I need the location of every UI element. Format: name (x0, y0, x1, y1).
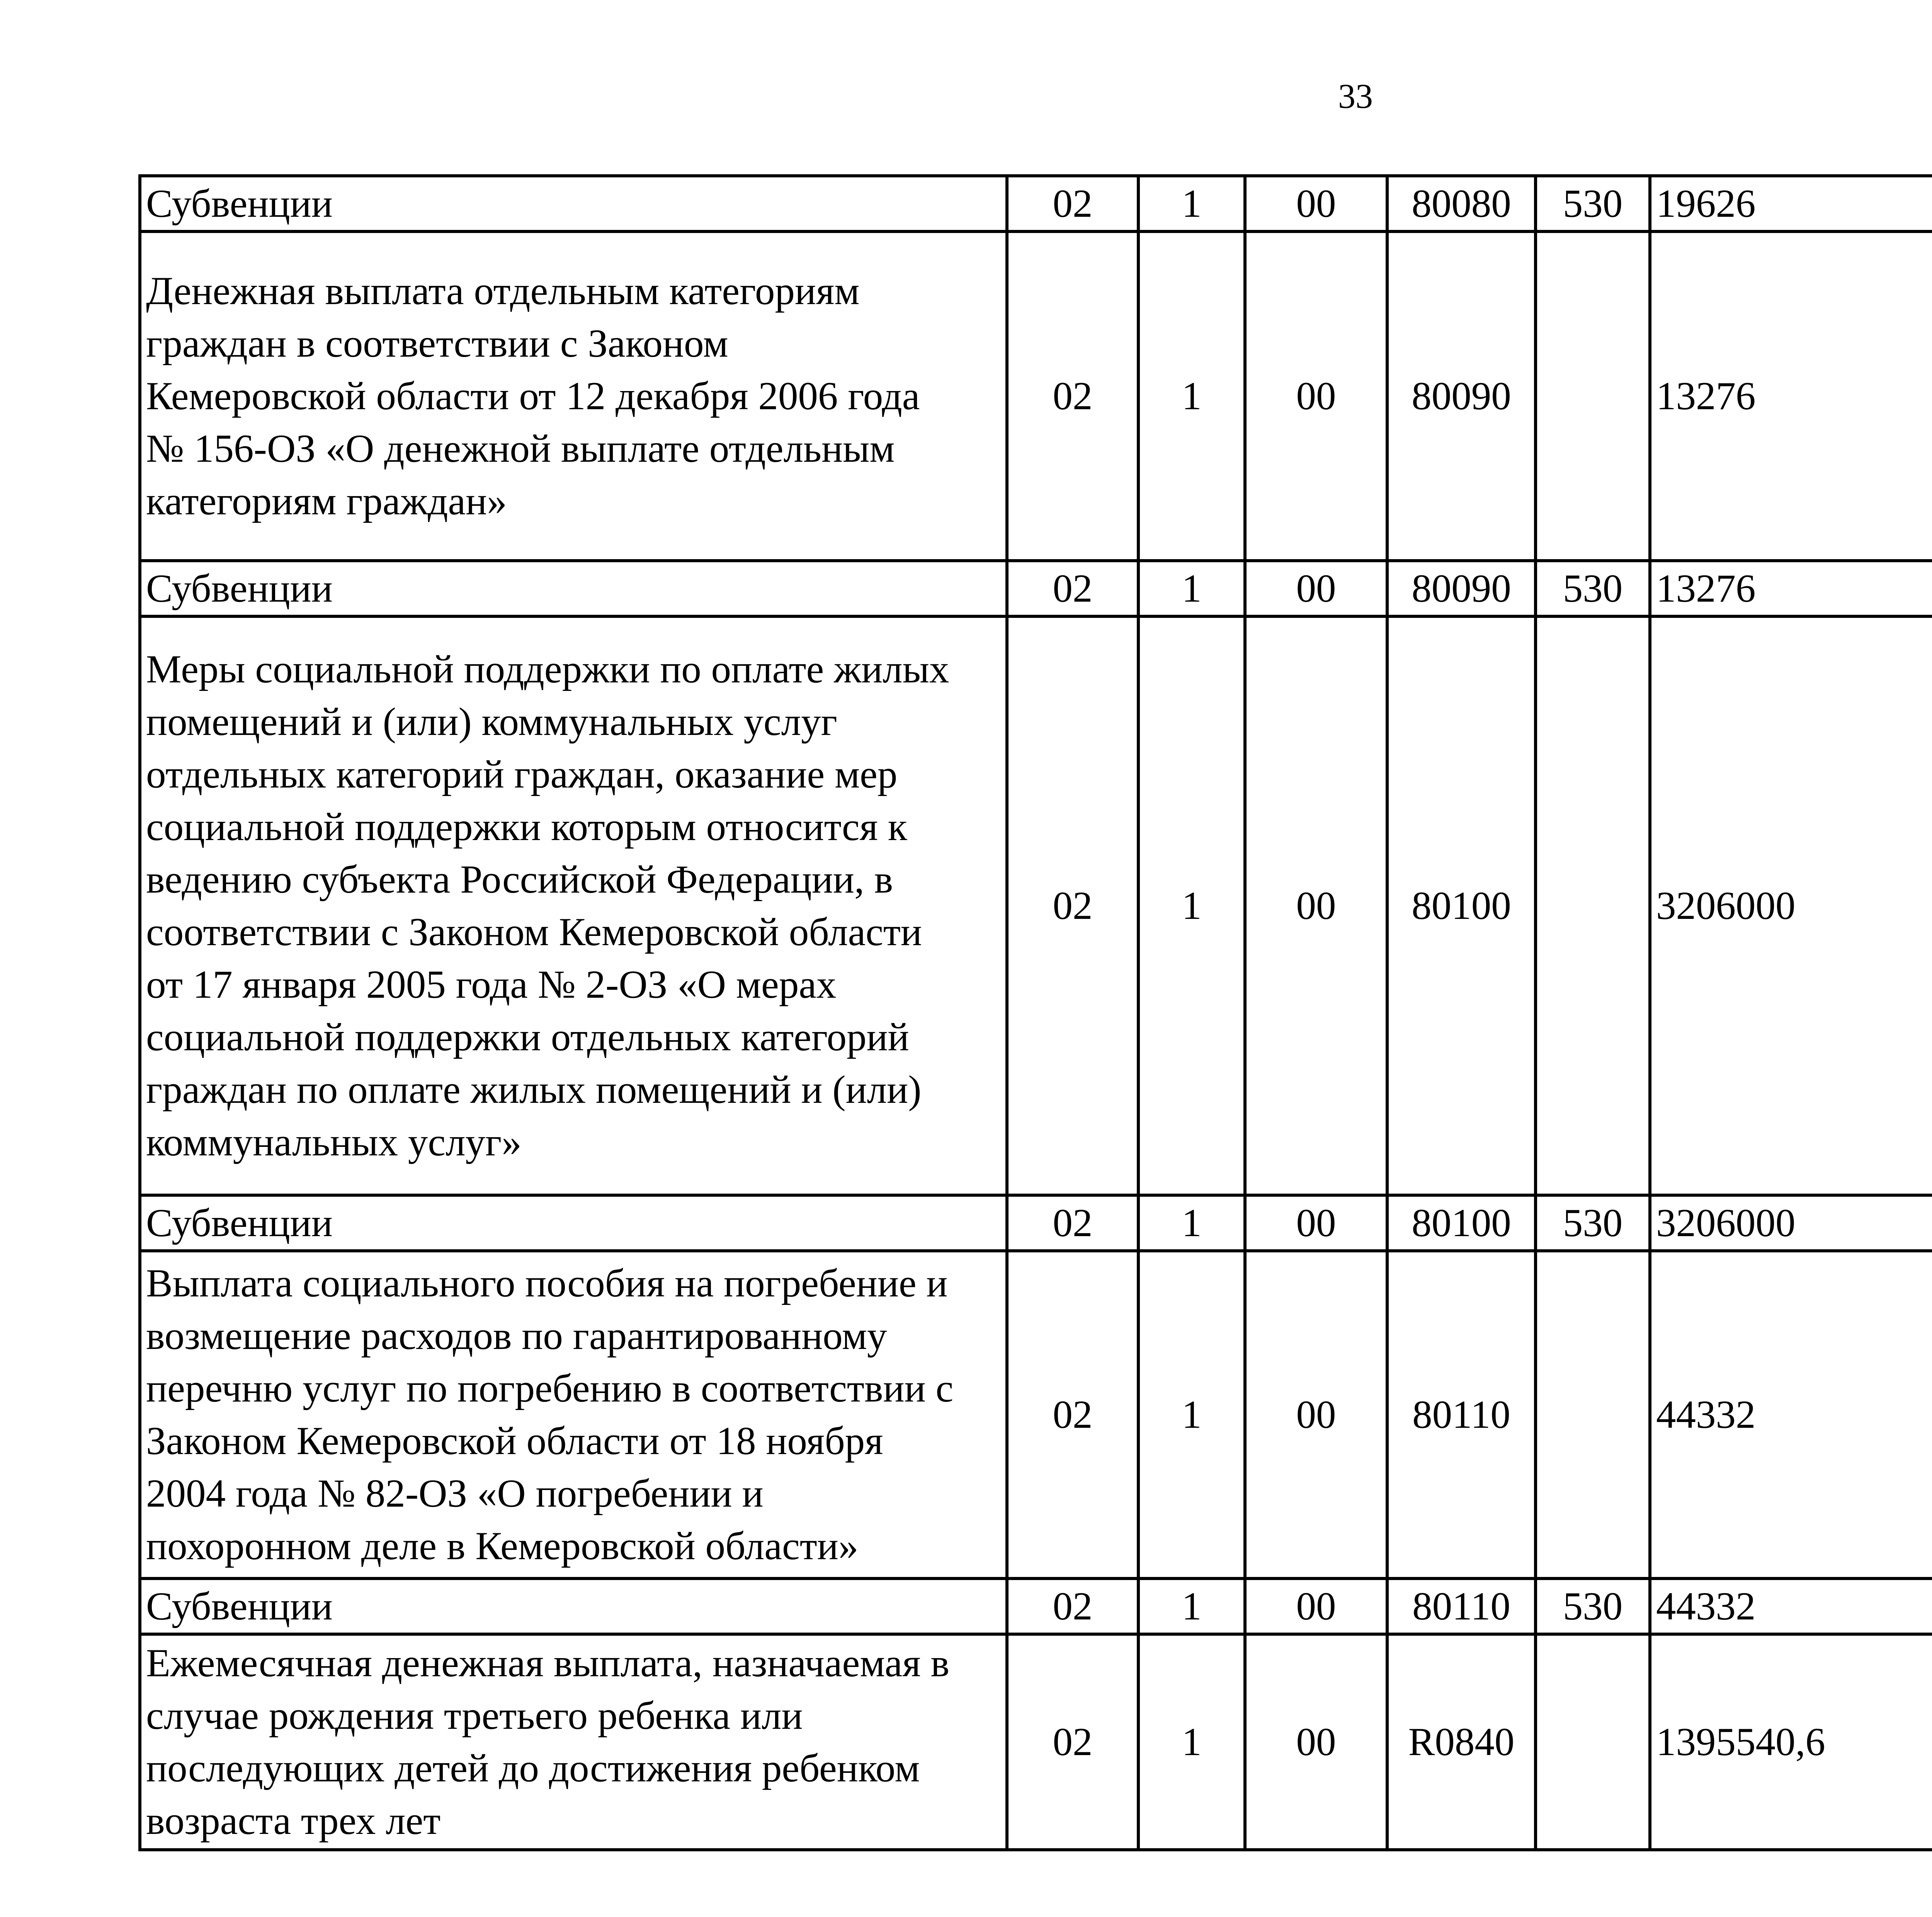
section-code: 02 (1007, 176, 1138, 231)
amount-year-1: 19626 (1650, 176, 1932, 231)
table-row (140, 616, 1932, 1195)
table-row (140, 1634, 1932, 1850)
expense-type-code (1536, 231, 1650, 561)
direction-code: 80090 (1387, 231, 1536, 561)
amount-year-1: 3206000 (1650, 1195, 1932, 1251)
amount-year-1: 44332 (1650, 1579, 1932, 1634)
expense-type-code (1536, 1634, 1650, 1850)
table-row (140, 1251, 1932, 1579)
section-code: 02 (1007, 1634, 1138, 1850)
subprogram-code: 00 (1245, 231, 1387, 561)
program-code: 1 (1138, 1579, 1245, 1634)
program-code: 1 (1138, 616, 1245, 1195)
subprogram-code: 00 (1245, 1251, 1387, 1579)
expense-type-code: 530 (1536, 1579, 1650, 1634)
row-description: Меры социальной поддержки по оплате жилых помещений и (или) коммунальных услуг отдельных категорий граждан, оказание мер социальной поддержки которым относится к ведению субъекта Российской Федерации, в соответствии с Законом Кемеровской области от 17 января 2005 года № 2-ОЗ «О мерах социальной поддержки отдельных категорий граждан по оплате жилых помещений и (или) коммунальных услуг» (140, 616, 1007, 1195)
program-code: 1 (1138, 231, 1245, 561)
subprogram-code: 00 (1245, 1634, 1387, 1850)
table-row (140, 1579, 1932, 1634)
section-code: 02 (1007, 616, 1138, 1195)
section-code: 02 (1007, 561, 1138, 616)
section-code: 02 (1007, 1195, 1138, 1251)
row-description: Ежемесячная денежная выплата, назначаемая в случае рождения третьего ребенка или последующих детей до достижения ребенком возраста трех лет (140, 1634, 1007, 1850)
subprogram-code: 00 (1245, 1195, 1387, 1251)
program-code: 1 (1138, 1195, 1245, 1251)
row-description: Выплата социального пособия на погребение и возмещение расходов по гарантированному перечню услуг по погребению в соответствии с Законом Кемеровской области от 18 ноября 2004 года № 82-ОЗ «О погребении и похоронном деле в Кемеровской области» (140, 1251, 1007, 1579)
program-code: 1 (1138, 1251, 1245, 1579)
page-number: 33 (1338, 77, 1373, 116)
table-row (140, 561, 1932, 616)
table-row (140, 176, 1932, 231)
expense-type-code: 530 (1536, 176, 1650, 231)
amount-year-1: 1395540,6 (1650, 1634, 1932, 1850)
amount-year-1: 13276 (1650, 561, 1932, 616)
row-description: Субвенции (140, 1195, 1007, 1251)
direction-code: 80080 (1387, 176, 1536, 231)
program-code: 1 (1138, 1634, 1245, 1850)
row-description: Субвенции (140, 561, 1007, 616)
row-description: Субвенции (140, 1579, 1007, 1634)
section-code: 02 (1007, 1251, 1138, 1579)
expense-type-code: 530 (1536, 1195, 1650, 1251)
subprogram-code: 00 (1245, 1579, 1387, 1634)
program-code: 1 (1138, 561, 1245, 616)
direction-code: 80110 (1387, 1251, 1536, 1579)
direction-code: 80100 (1387, 1195, 1536, 1251)
table-body (140, 176, 1932, 1850)
expense-type-code (1536, 1251, 1650, 1579)
amount-year-1: 44332 (1650, 1251, 1932, 1579)
row-description: Денежная выплата отдельным категориям граждан в соответствии с Законом Кемеровской области от 12 декабря 2006 года № 156-ОЗ «О денежной выплате отдельным категориям граждан» (140, 231, 1007, 561)
direction-code: 80110 (1387, 1579, 1536, 1634)
section-code: 02 (1007, 231, 1138, 561)
direction-code: 80090 (1387, 561, 1536, 616)
direction-code: R0840 (1387, 1634, 1536, 1850)
subprogram-code: 00 (1245, 561, 1387, 616)
section-code: 02 (1007, 1579, 1138, 1634)
subprogram-code: 00 (1245, 176, 1387, 231)
table-row (140, 231, 1932, 561)
table-row (140, 1195, 1932, 1251)
budget-table (138, 174, 1932, 1851)
amount-year-1: 3206000 (1650, 616, 1932, 1195)
expense-type-code (1536, 616, 1650, 1195)
program-code: 1 (1138, 176, 1245, 231)
amount-year-1: 13276 (1650, 231, 1932, 561)
row-description: Субвенции (140, 176, 1007, 231)
expense-type-code: 530 (1536, 561, 1650, 616)
subprogram-code: 00 (1245, 616, 1387, 1195)
direction-code: 80100 (1387, 616, 1536, 1195)
